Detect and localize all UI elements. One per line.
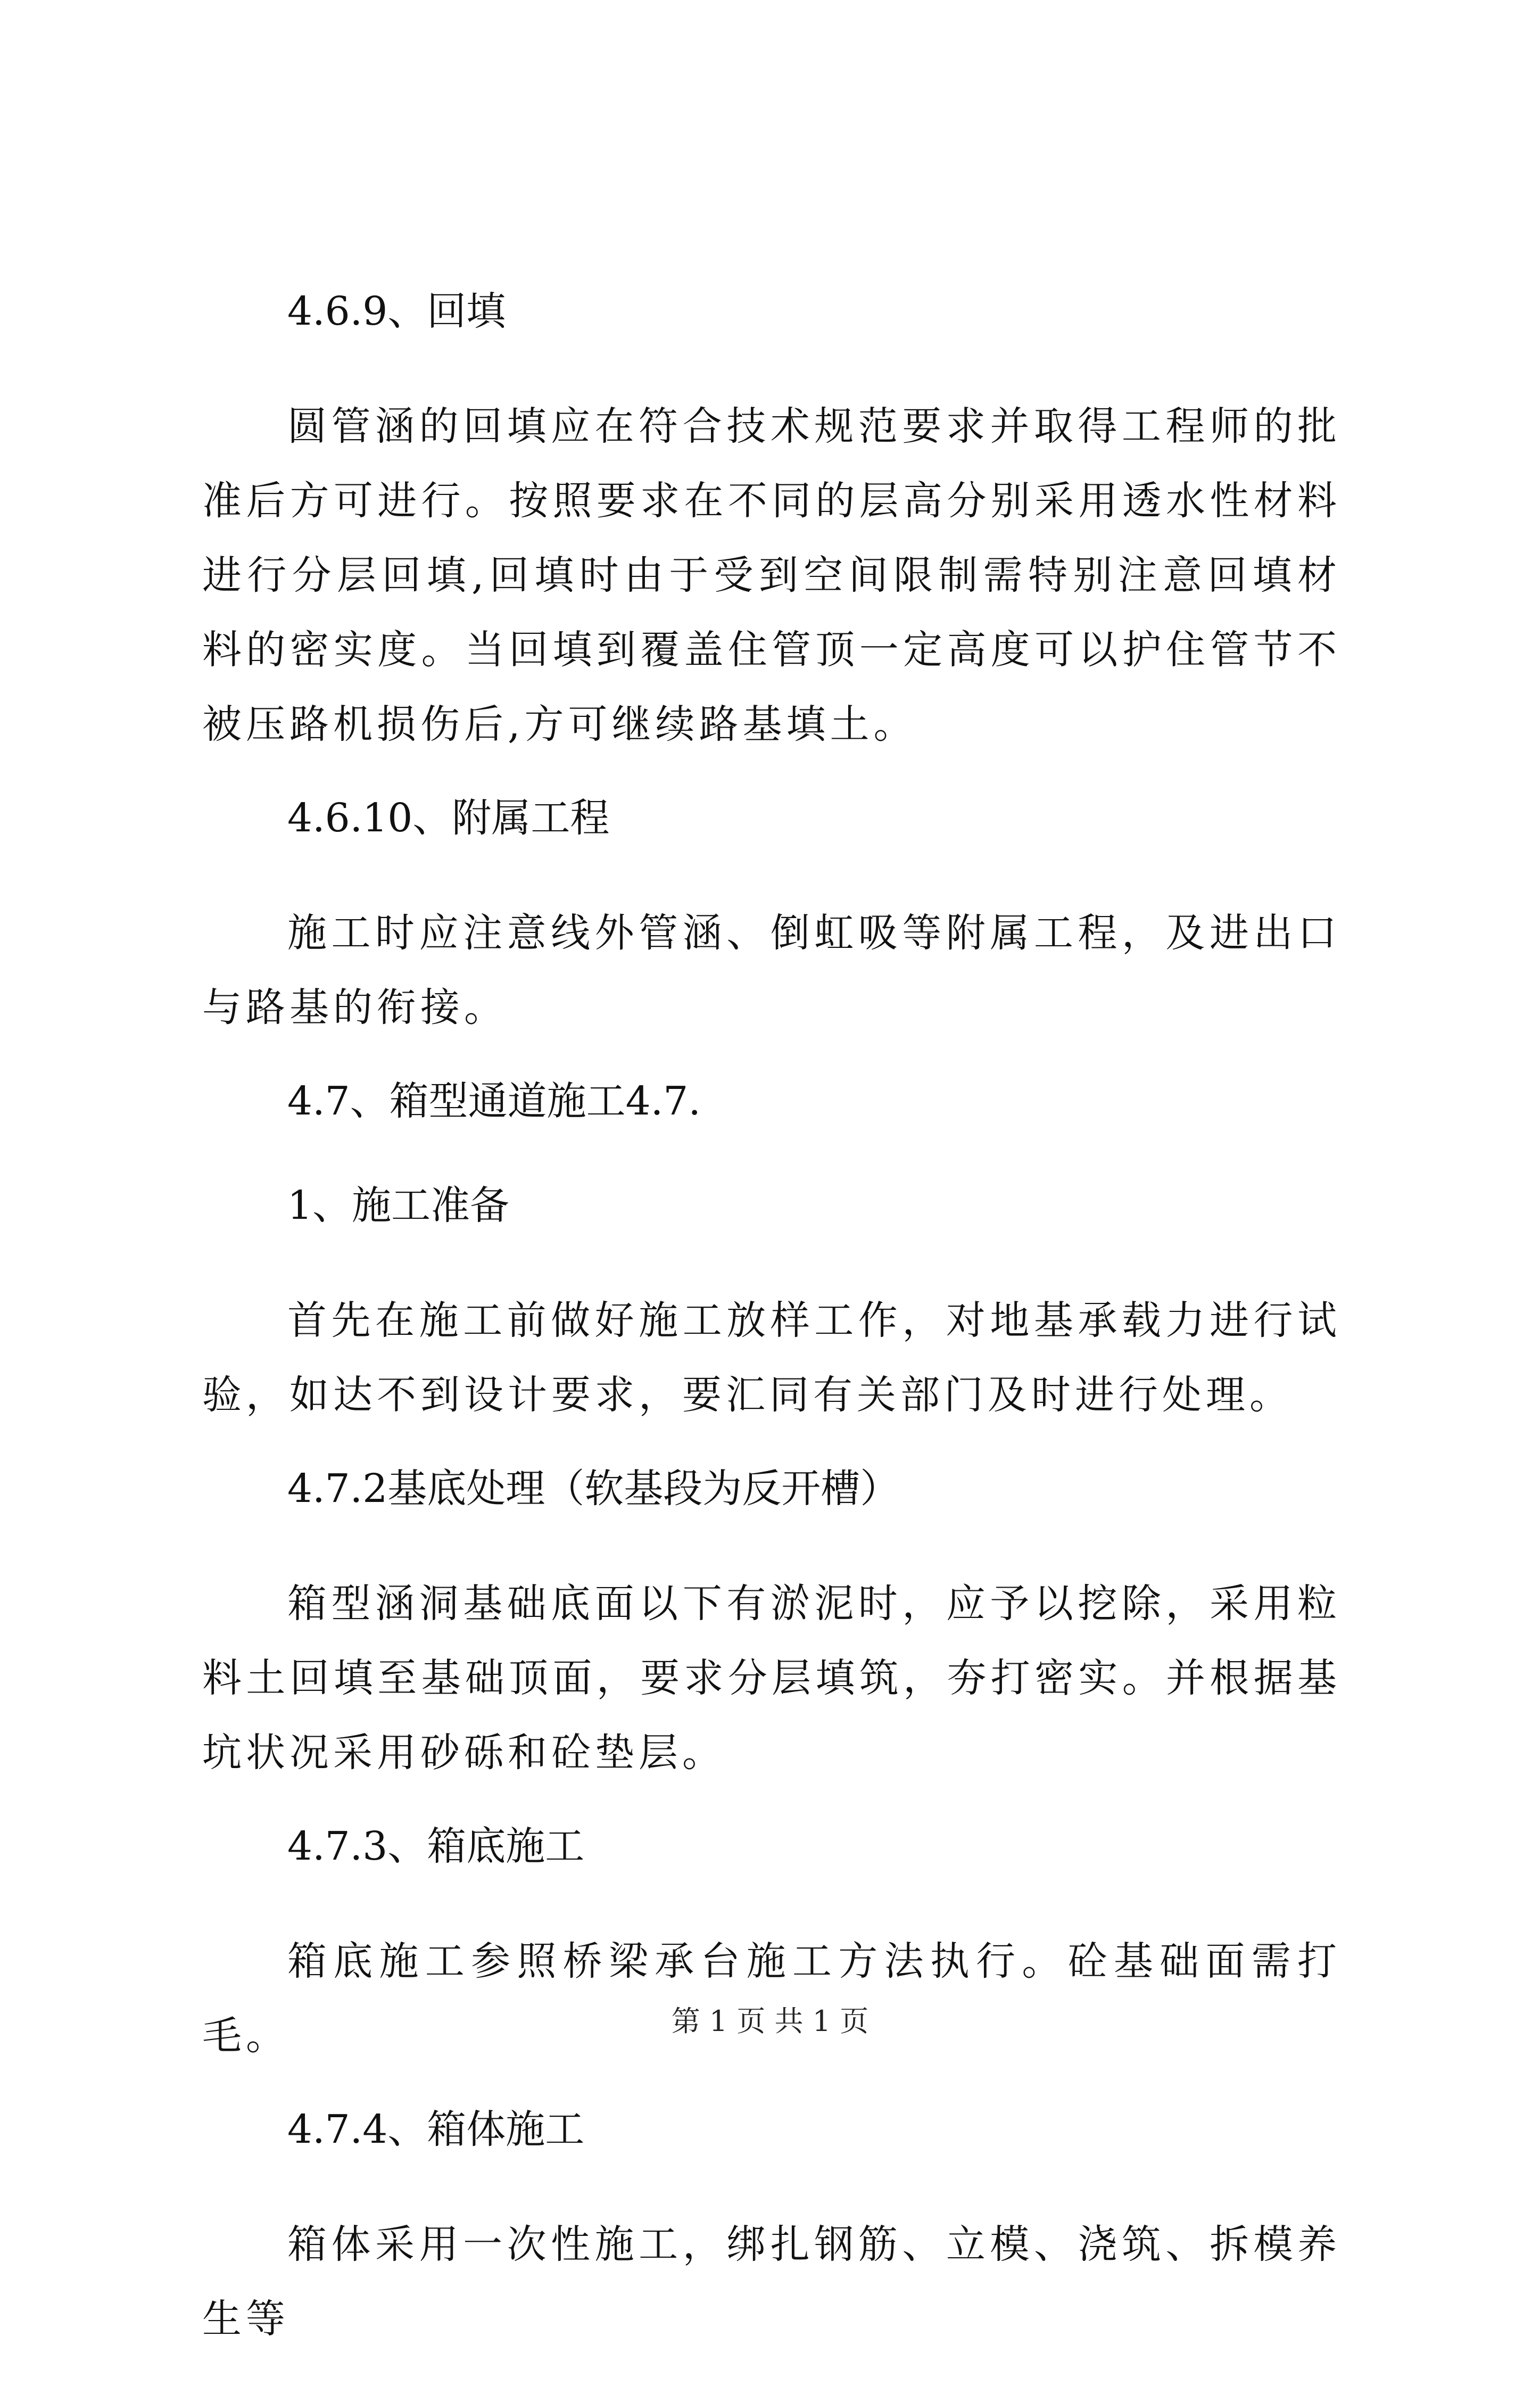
paragraph-foundation-treatment: 箱型涵洞基础底面以下有淤泥时，应予以挖除，采用粒料土回填至基础顶面，要求分层填筑，夯打密实。并根据基坑状况采用砂砾和砼垫层。 — [202, 1581, 1341, 1776]
section-heading-4-6-10: 4.6.10、附属工程 — [287, 795, 610, 841]
paragraph-construction-preparation: 首先在施工前做好施工放样工作，对地基承载力进行试验，如达不到设计要求，要汇同有关部门及时进行处理。 — [202, 1298, 1341, 1418]
section-heading-4-6-9: 4.6.9、回填 — [287, 288, 506, 334]
page-footer: 第 1 页 共 1 页 — [671, 2004, 869, 2038]
document-body — [202, 285, 1341, 2386]
paragraph-ancillary-works: 施工时应注意线外管涵、倒虹吸等附属工程，及进出口与路基的衔接。 — [202, 910, 1341, 1030]
paragraph-box-bottom: 箱底施工参照桥梁承台施工方法执行。砼基础面需打毛。 — [202, 1938, 1341, 2059]
section-heading-4-7-1: 1、施工准备 — [287, 1183, 510, 1228]
section-heading-4-7-3: 4.7.3、箱底施工 — [287, 1823, 585, 1869]
section-heading-4-7: 4.7、箱型通道施工4.7. — [287, 1078, 701, 1124]
paragraph-box-body: 箱体采用一次性施工，绑扎钢筋、立模、浇筑、拆模养生等 — [202, 2222, 1341, 2342]
paragraph-backfill: 圆管涵的回填应在符合技术规范要求并取得工程师的批准后方可进行。按照要求在不同的层高分别采用透水性材料进行分层回填,回填时由于受到空间限制需特别注意回填材料的密实度。当回填到覆盖住管顶一定高度可以护住管节不被压路机损伤后,方可继续路基填土。 — [202, 403, 1341, 747]
section-heading-4-7-4: 4.7.4、箱体施工 — [287, 2107, 585, 2152]
section-heading-4-7-2: 4.7.2基底处理（软基段为反开槽） — [287, 1466, 900, 1512]
